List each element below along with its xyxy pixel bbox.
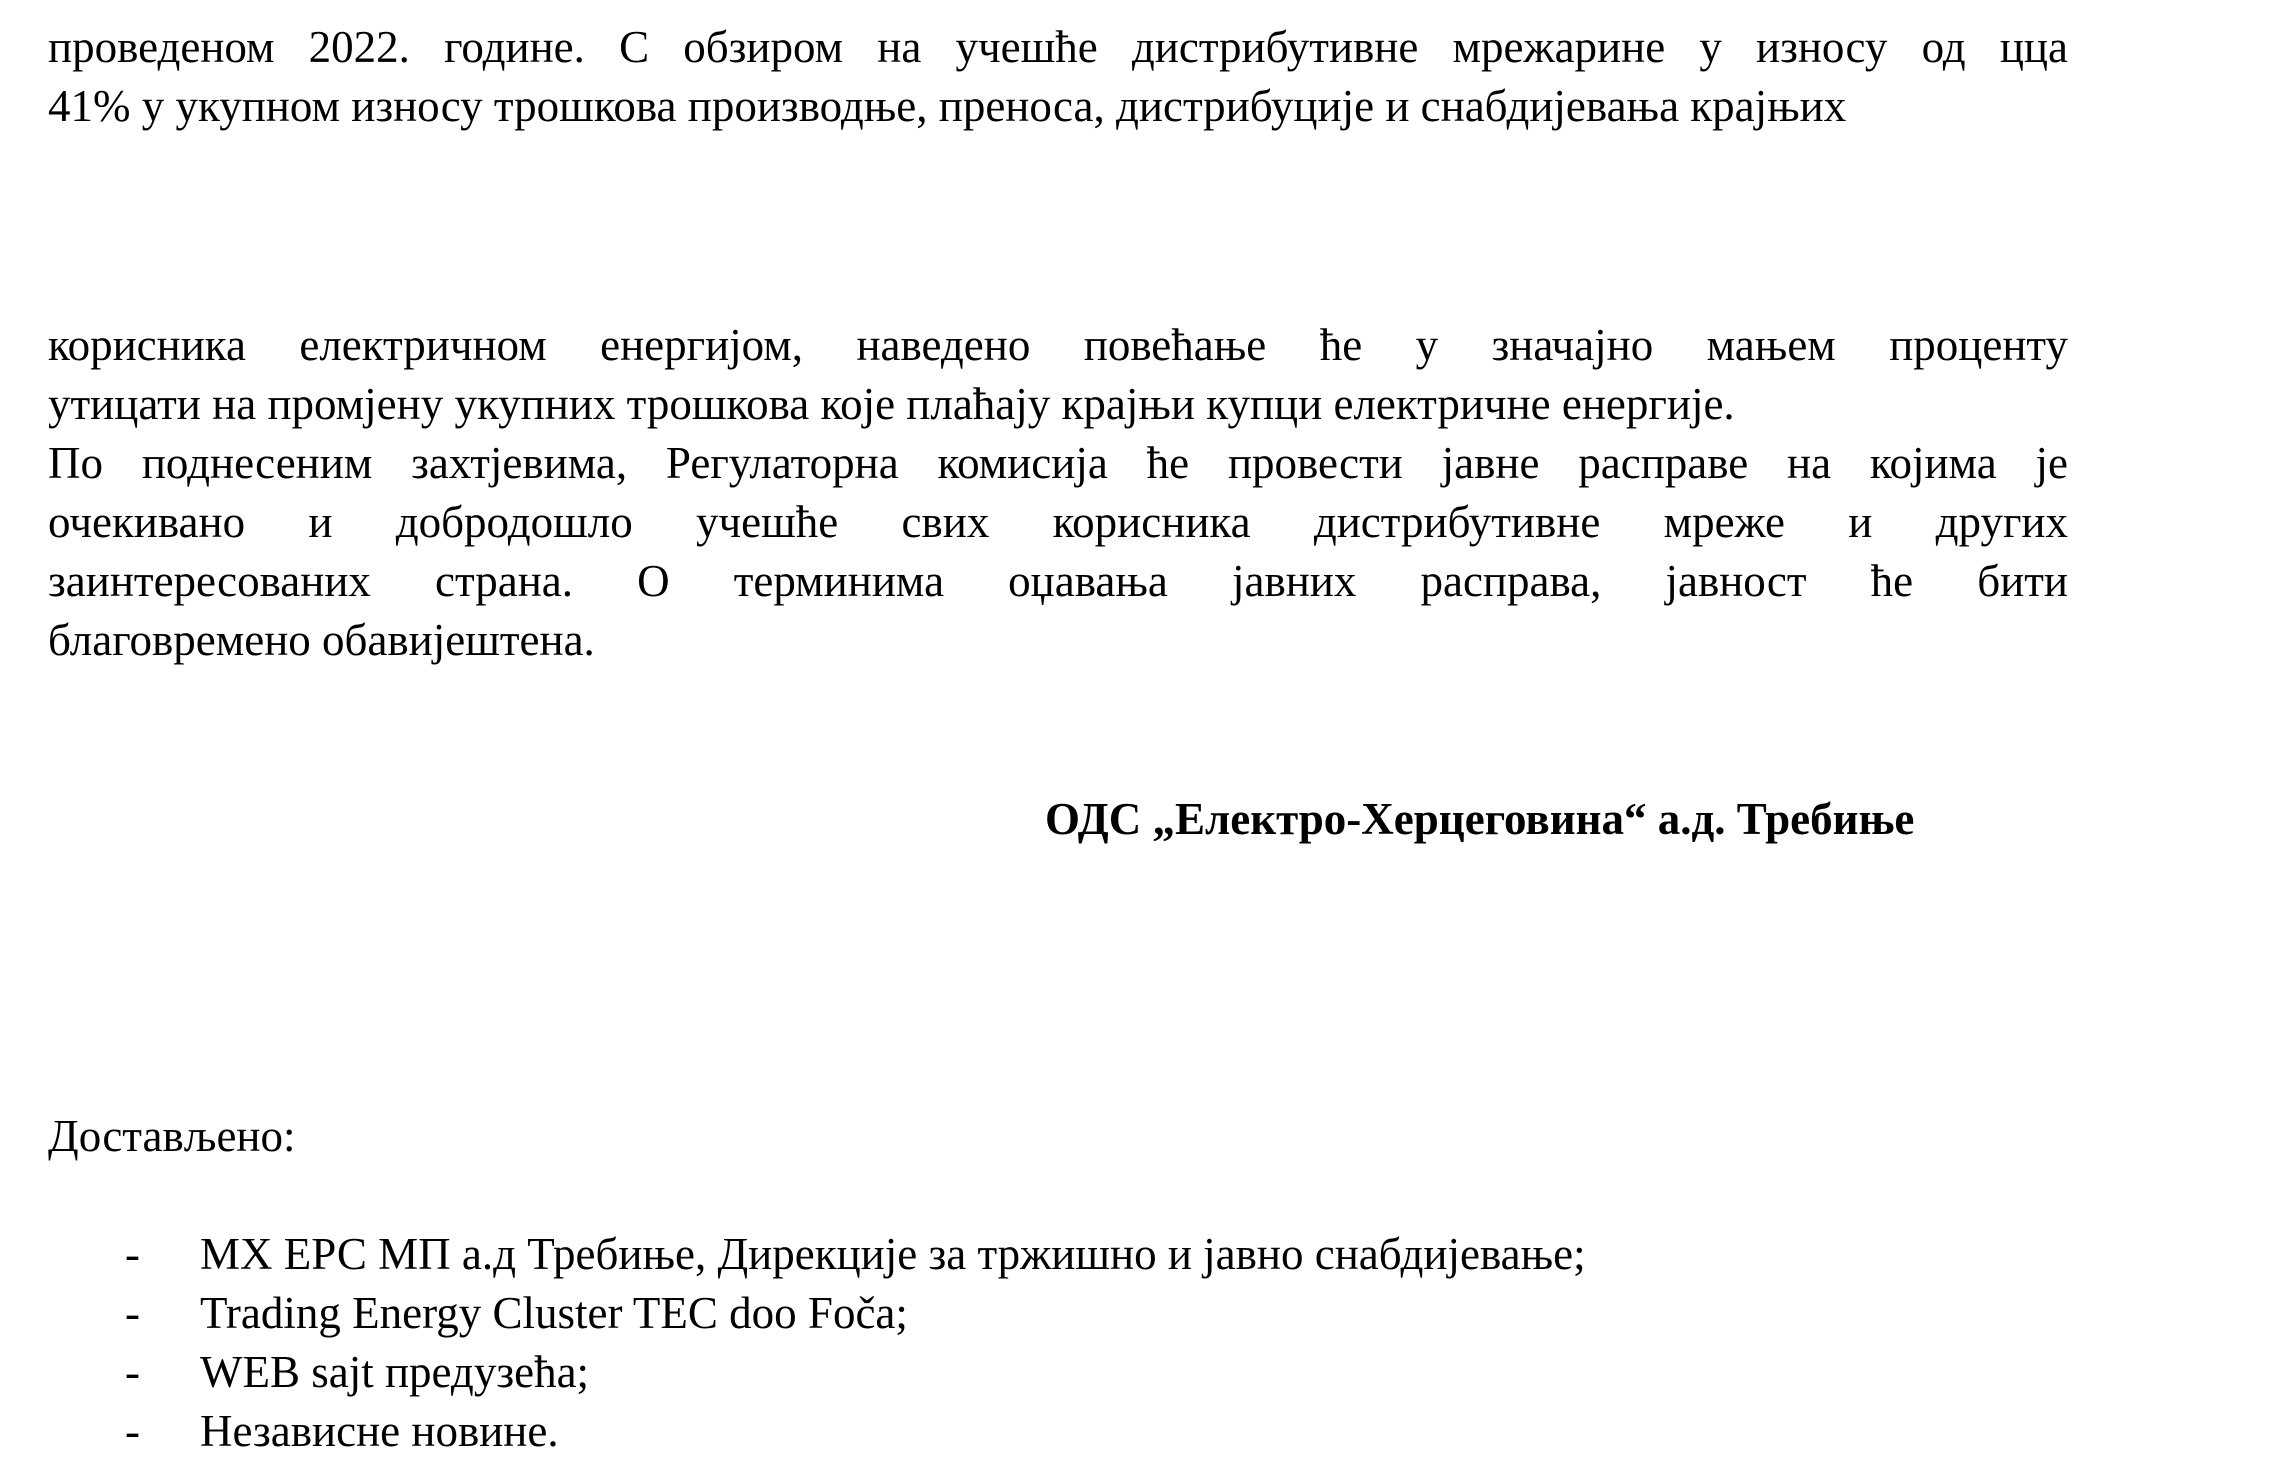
paragraph-line: 41% у укупном износу трошкова производње, преноса, дистрибуције и снабдијевања крајњих [48,81,1847,131]
bullet-dash: - [125,1229,140,1279]
bullet-dash: - [125,1288,140,1338]
recipient-text: МХ ЕРС МП а.д Требиње, Дирекције за тржишно и јавно снабдијевање; [200,1229,1586,1279]
paragraph-line: очекивано и добродошло учешће свих корисника дистрибутивне мреже и других [48,497,2068,547]
paragraph-line: благовремено обавијештена. [48,615,595,665]
paragraph-line: заинтересованих страна. О терминима оџавања јавних расправа, јавност ће бити [48,556,2068,606]
paragraph-line: утицати на промјену укупних трошкова које плаћају крајњи купци електричне енергије. [48,379,1735,429]
paragraph-line: корисника електричном енергијом, наведено повећање ће у значајно мањем проценту [48,320,2068,370]
signature: ОДС „Електро-Херцеговина“ а.д. Требиње [1045,794,1915,844]
paragraph-top [48,18,2068,136]
bullet-dash: - [125,1347,140,1397]
recipient-text: WEB sajt предузећа; [200,1347,590,1397]
paragraph-line: проведеном 2022. године. С обзиром на учешће дистрибутивне мрежарине у износу од цца [48,22,2068,72]
paragraph-line: По поднесеним захтјевима, Регулаторна комисија ће провести јавне расправе на којима је [48,438,2068,488]
recipient-text: Trading Energy Cluster TEC doo Foča; [200,1288,908,1338]
recipient-text: Независне новине. [200,1406,559,1456]
paragraph-main [48,316,2068,670]
delivered-label: Достављено: [48,1111,296,1161]
bullet-dash: - [125,1406,140,1456]
